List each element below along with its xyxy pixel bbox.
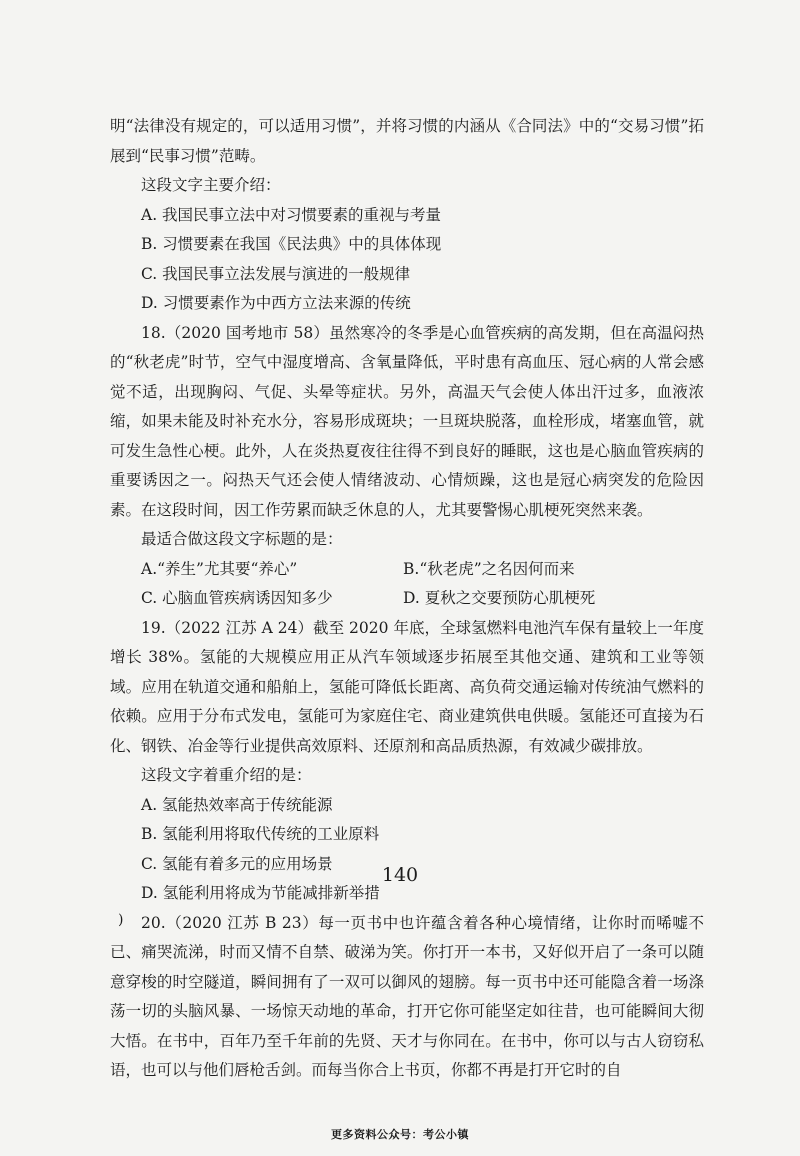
q18-stem: 18.（2020 国考地市 58）虽然寒冷的冬季是心血管疾病的高发期，但在高温闷热的“秋老虎”时节，空气中湿度增高、含氧量降低，平时患有高血压、冠心病的人常会感觉不适，出现胸闷、气促、头晕等症状。另外，高温天气会使人体出汗过多，血液浓缩，如果未能及时补充水分，容易形成斑块；一旦斑块脱落，血栓形成，堵塞血管，就可发生急性心梗。此外，人在炎热夏夜往往得不到良好的睡眠，这也是心脑血管疾病的重要诱因之一。闷热天气还会使人情绪波动、心情烦躁，这也是冠心病突发的危险因素。在这段时间，因工作劳累而缺乏休息的人，尤其要警惕心肌梗死突然来袭。 bbox=[110, 323, 704, 519]
q19-option-d: D. 氢能利用将成为节能减排新举措 bbox=[141, 884, 380, 902]
stray-mark: ) bbox=[118, 912, 124, 928]
q18-options-row-1 bbox=[110, 555, 704, 585]
q17-option-d: D. 习惯要素作为中西方立法来源的传统 bbox=[141, 294, 411, 312]
q18-option-a: A.“养生”尤其要“养心” bbox=[141, 559, 298, 578]
q17-option-b: B. 习惯要素在我国《民法典》中的具体体现 bbox=[141, 235, 442, 253]
q19-stem: 19.（2022 江苏 A 24）截至 2020 年底，全球氢燃料电池汽车保有量较上一年度增长 38%。氢能的大规模应用正从汽车领域逐步拓展至其他交通、建筑和工业等领域。应用在轨道交通和船舶上，氢能可降低长距离、高负荷交通运输对传统油气燃料的依赖。应用于分布式发电，氢能可为家庭住宅、商业建筑供电供暖。氢能还可直接为石化、钢铁、冶金等行业提供高效原料、还原剂和高品质热源，有效减少碳排放。 bbox=[110, 618, 704, 755]
q17-option-c: C. 我国民事立法发展与演进的一般规律 bbox=[141, 264, 411, 283]
q20-stem: 20.（2020 江苏 B 23）每一页书中也许蕴含着各种心境情绪，让你时而唏嘘不已、痛哭流涕，时而又情不自禁、破涕为笑。你打开一本书，又好似开启了一条可以随意穿梭的时空隧道，瞬间拥有了一双可以御风的翅膀。每一页书中还可能隐含着一场涤荡一切的头脑风暴、一场惊天动地的革命，打开它你可能坚定如往昔，也可能瞬间大彻大悟。在书中，百年乃至千年前的先贤、天才与你同在。在书中，你可以与古人窃窃私语，也可以与他们唇枪舌剑。而每当你合上书页，你都不再是打开它时的自 bbox=[110, 913, 704, 1079]
q18-option-d: D. 夏秋之交要预防心肌梗死 bbox=[403, 589, 596, 607]
footer-watermark-text: 更多资料公众号：考公小镇 bbox=[331, 1128, 469, 1141]
q18-option-b: B.“秋老虎”之名因何而来 bbox=[403, 559, 575, 578]
q18-options-row-2 bbox=[110, 584, 704, 614]
q19-prompt: 这段文字着重介绍的是： bbox=[141, 766, 312, 784]
q17-option-a: A. 我国民事立法中对习惯要素的重视与考量 bbox=[141, 205, 442, 224]
intro-paragraph-tail: 明“法律没有规定的，可以适用习惯”，并将习惯的内涵从《合同法》中的“交易习惯”拓展到“民事习惯”范畴。 bbox=[110, 117, 704, 165]
q17-prompt: 这段文字主要介绍： bbox=[141, 176, 281, 194]
q19-option-c: C. 氢能有着多元的应用场景 bbox=[141, 854, 333, 873]
page-number: 140 bbox=[381, 864, 419, 886]
question-18-block bbox=[110, 319, 704, 614]
q18-option-c: C. 心脑血管疾病诱因知多少 bbox=[141, 589, 333, 607]
q19-option-a: A. 氢能热效率高于传统能源 bbox=[141, 795, 333, 814]
question-17-block bbox=[110, 171, 704, 319]
page-content bbox=[110, 112, 704, 1086]
q18-prompt: 最适合做这段文字标题的是： bbox=[141, 530, 343, 548]
q19-option-b: B. 氢能利用将取代传统的工业原料 bbox=[141, 825, 380, 843]
question-20-block bbox=[110, 909, 704, 1086]
